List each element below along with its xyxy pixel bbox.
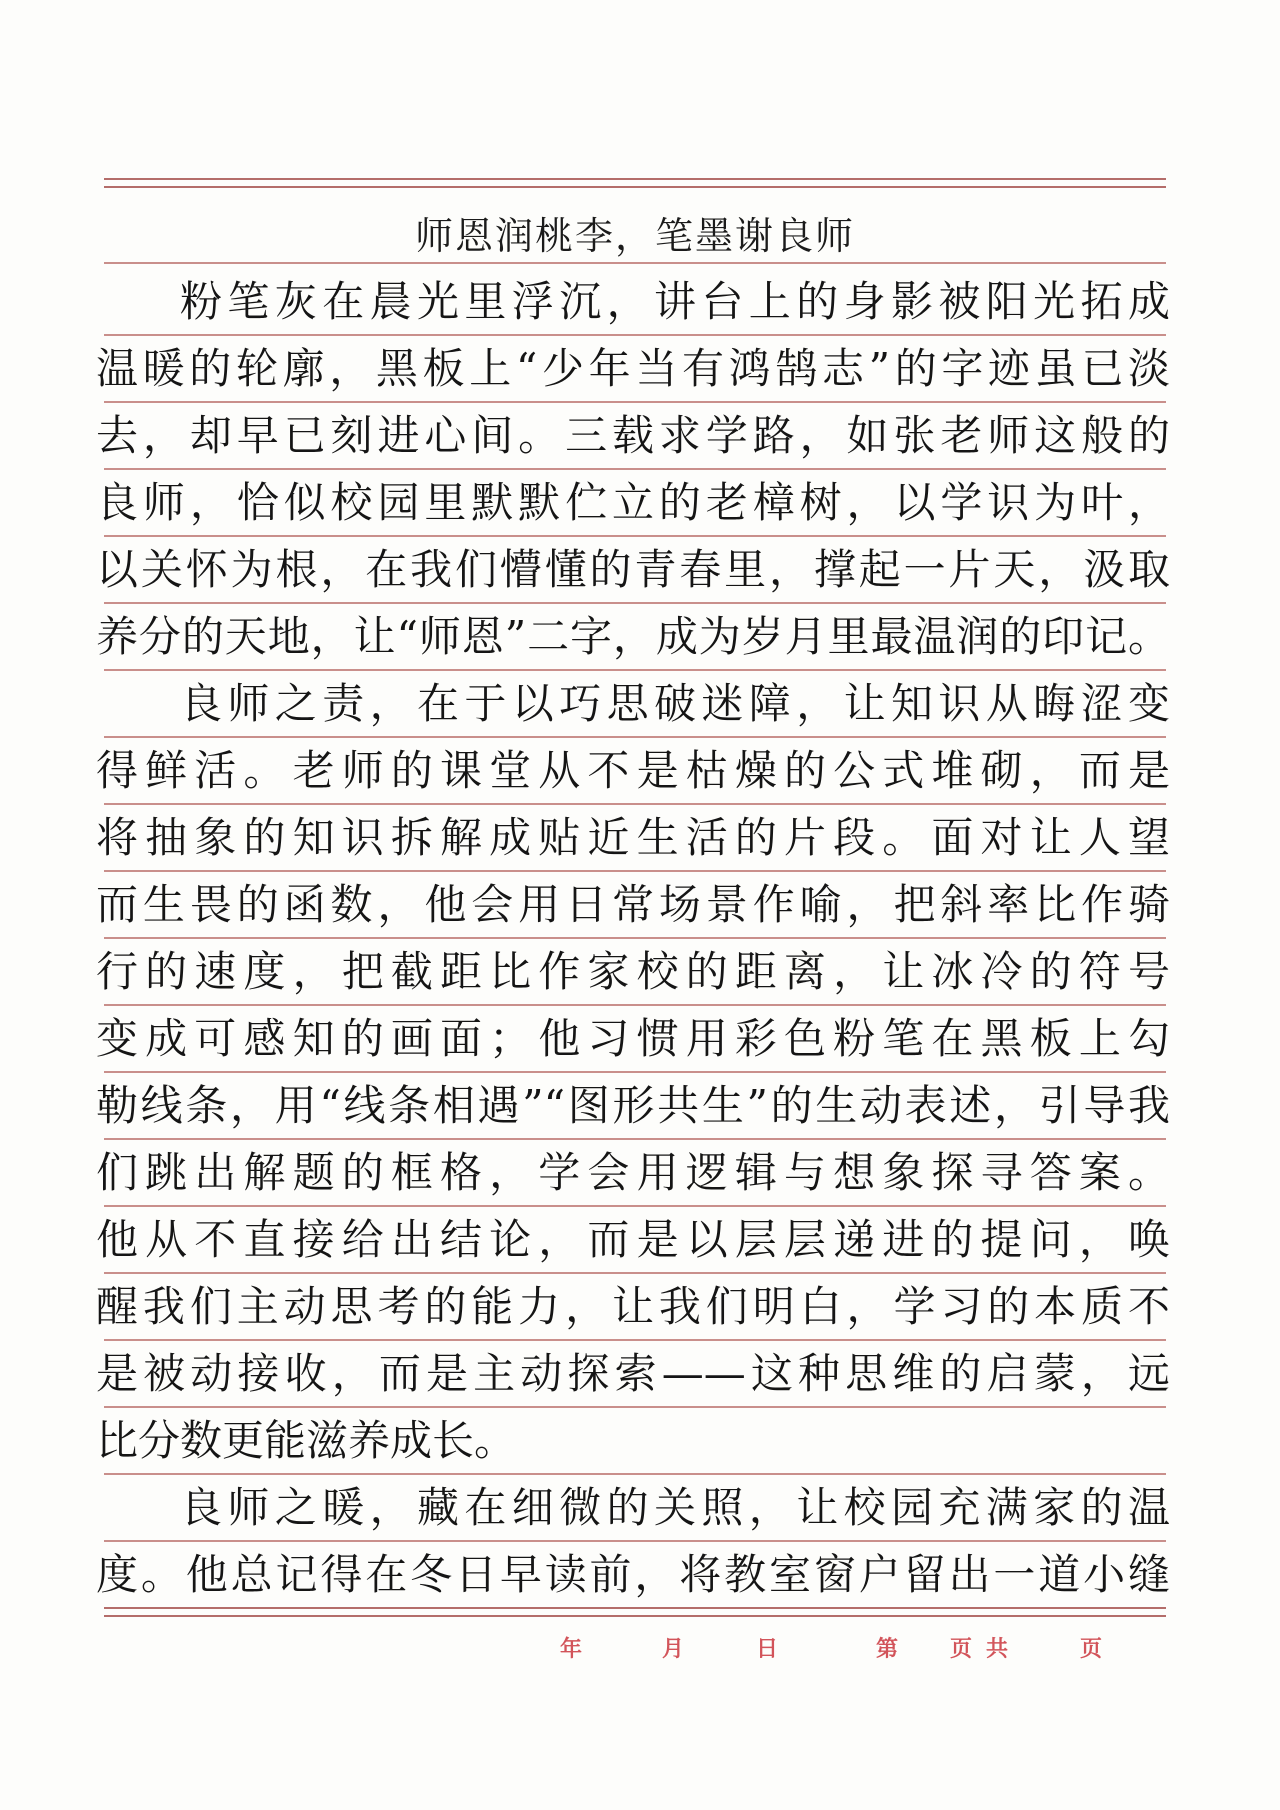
bottom-rule <box>104 1615 1166 1617</box>
ruled-line <box>104 937 1166 939</box>
footer-page-mid: 页共 <box>950 1636 1023 1662</box>
ruled-line <box>104 401 1166 403</box>
ruled-line <box>104 262 1166 264</box>
page-footer <box>0 1629 1280 1669</box>
text-line: 良师之责，在于以巧思破迷障，让知识从晦涩变 <box>180 679 1170 728</box>
text-line: 粉笔灰在晨光里浮沉，讲台上的身影被阳光拓成 <box>180 277 1170 326</box>
text-line: 养分的天地，让“师恩”二字，成为岁月里最温润的印记。 <box>96 612 1170 661</box>
ruled-line <box>104 1339 1166 1341</box>
ruled-line <box>104 669 1166 671</box>
text-line: 去，却早已刻进心间。三载求学路，如张老师这般的 <box>96 411 1170 460</box>
footer-day: 日 <box>756 1636 779 1662</box>
ruled-line <box>104 535 1166 537</box>
text-line: 将抽象的知识拆解成贴近生活的片段。面对让人望 <box>96 813 1170 862</box>
ruled-line <box>104 468 1166 470</box>
text-line: 变成可感知的画面；他习惯用彩色粉笔在黑板上勾 <box>96 1014 1170 1063</box>
top-rule <box>104 178 1166 180</box>
ruled-line <box>104 602 1166 604</box>
text-line: 度。他总记得在冬日早读前，将教室窗户留出一道小缝 <box>96 1550 1170 1599</box>
essay-title: 师恩润桃李，笔墨谢良师 <box>414 214 855 258</box>
text-line: 比分数更能滋养成长。 <box>96 1416 517 1465</box>
text-line: 得鲜活。老师的课堂从不是枯燥的公式堆砌，而是 <box>96 746 1170 795</box>
top-rule <box>104 186 1166 188</box>
ruled-line <box>104 1138 1166 1140</box>
text-line: 以关怀为根，在我们懵懂的青春里，撑起一片天，汲取 <box>96 545 1170 594</box>
ruled-line <box>104 1540 1166 1542</box>
ruled-line <box>104 870 1166 872</box>
text-line: 良师之暖，藏在细微的关照，让校园充满家的温 <box>180 1483 1170 1532</box>
text-line: 良师，恰似校园里默默伫立的老樟树，以学识为叶， <box>96 478 1170 527</box>
footer-page-suffix: 页 <box>1080 1636 1103 1662</box>
ruled-line <box>104 1272 1166 1274</box>
text-line: 行的速度，把截距比作家校的距离，让冰冷的符号 <box>96 947 1170 996</box>
text-line: 醒我们主动思考的能力，让我们明白，学习的本质不 <box>96 1282 1170 1331</box>
ruled-line <box>104 1071 1166 1073</box>
ruled-line <box>104 803 1166 805</box>
ruled-line <box>104 334 1166 336</box>
bottom-rule <box>104 1607 1166 1609</box>
ruled-line <box>104 1406 1166 1408</box>
text-line: 温暖的轮廓，黑板上“少年当有鸿鹄志”的字迹虽已淡 <box>96 344 1170 393</box>
footer-page-prefix: 第 <box>876 1636 899 1662</box>
footer-year: 年 <box>560 1636 583 1662</box>
ruled-line <box>104 736 1166 738</box>
ruled-line <box>104 1473 1166 1475</box>
text-line: 们跳出解题的框格，学会用逻辑与想象探寻答案。 <box>96 1148 1170 1197</box>
text-line: 他从不直接给出结论，而是以层层递进的提问，唤 <box>96 1215 1170 1264</box>
ruled-line <box>104 1205 1166 1207</box>
text-line: 是被动接收，而是主动探索——这种思维的启蒙，远 <box>96 1349 1170 1398</box>
ruled-line <box>104 1004 1166 1006</box>
text-line: 而生畏的函数，他会用日常场景作喻，把斜率比作骑 <box>96 880 1170 929</box>
footer-month: 月 <box>662 1636 685 1662</box>
text-line: 勒线条，用“线条相遇”“图形共生”的生动表述，引导我 <box>96 1081 1170 1130</box>
